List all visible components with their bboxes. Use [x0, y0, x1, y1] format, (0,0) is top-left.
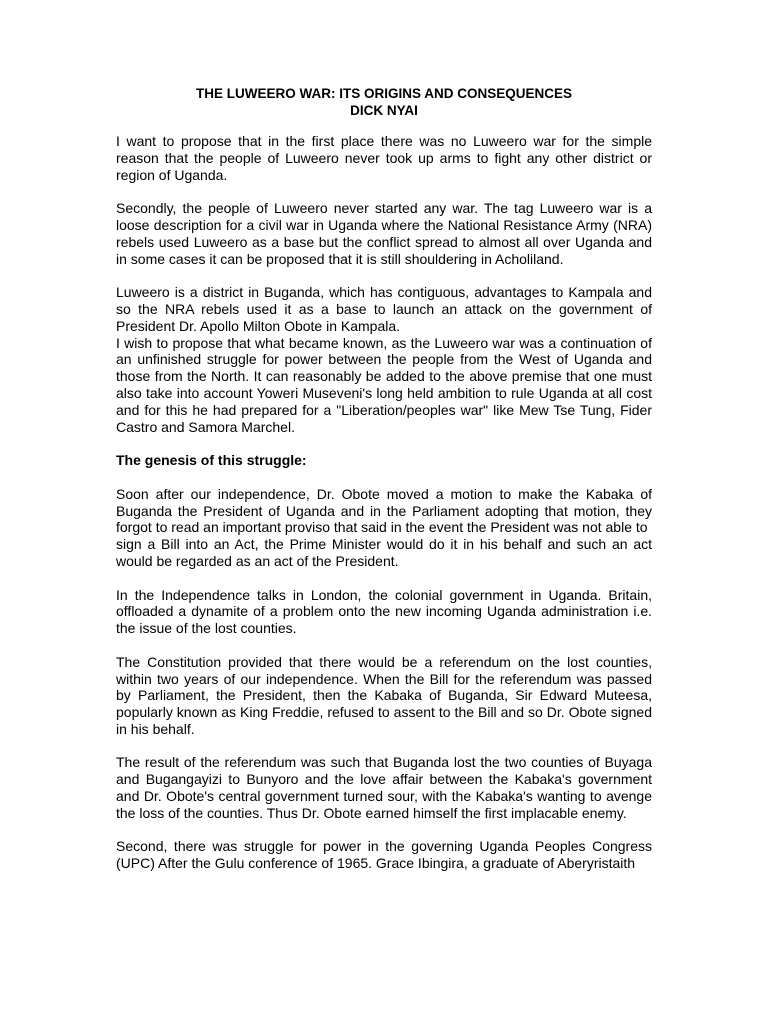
paragraph-4: I wish to propose that what became known, as the Luweero war was a continuation of an unfinished struggle for power between the people from the West of Uganda and those from the North. It can reasonably be added to the above premise that one must also take into account Yoweri Museveni's long held ambition to rule Uganda at all cost and for this he had prepared for a "Liberation/peoples war" like Mew Tse Tung, Fider Castro and Samora Marchel.	[116, 334, 652, 435]
section-heading: The genesis of this struggle:	[116, 452, 307, 469]
paragraph-genesis-part2: sign a Bill into an Act, the Prime Minister would do it in his behalf and such an act would be regarded as an act of the President.	[116, 536, 652, 569]
paragraph-3: Luweero is a district in Buganda, which has contiguous, advantages to Kampala and so the NRA rebels used it as a base to launch an attack on the government of President Dr. Apollo Milton Obote in Kampala.	[116, 284, 652, 334]
document-title: THE LUWEERO WAR: ITS ORIGINS AND CONSEQUENCES	[195, 86, 573, 101]
document-header	[116, 86, 652, 119]
paragraph-london-talks: In the Independence talks in London, the colonial government in Uganda. Britain, offloaded a dynamite of a problem onto the new incoming Uganda administration i.e. the issue of the lost counties.	[116, 586, 652, 637]
paragraph-referendum: The result of the referendum was such that Buganda lost the two counties of Buyaga and Bugangayizi to Bunyoro and the love affair between the Kabaka's government and Dr. Obote's central government turned sour, with the Kabaka's wanting to avenge the loss of the counties. Thus Dr. Obote earned himself the first implacable enemy.	[116, 754, 652, 821]
paragraph-constitution: The Constitution provided that there would be a referendum on the lost counties, within two years of our independence. When the Bill for the referendum was passed by Parliament, the President, then the Kabaka of Buganda, Sir Edward Muteesa, popularly known as King Freddie, refused to assent to the Bill and so Dr. Obote signed in his behalf.	[116, 653, 652, 737]
paragraph-genesis	[116, 486, 652, 570]
paragraph-upc-struggle: Second, there was struggle for power in the governing Uganda Peoples Congress (UPC) After the Gulu conference of 1965. Grace Ibingira, a graduate of Aberyristaith	[116, 838, 652, 872]
paragraph-2: Secondly, the people of Luweero never started any war. The tag Luweero war is a loose description for a civil war in Uganda where the National Resistance Army (NRA) rebels used Luweero as a base but the conflict spread to almost all over Uganda and in some cases it can be proposed that it is still shouldering in Acholiland.	[116, 200, 652, 267]
paragraph-genesis-part1: Soon after our independence, Dr. Obote moved a motion to make the Kabaka of Buganda the President of Uganda and in the Parliament adopting that motion, they forgot to read an important proviso that said in the event the President was not able to	[116, 485, 652, 536]
paragraph-1: I want to propose that in the first place there was no Luweero war for the simple reason that the people of Luweero never took up arms to fight any other district or region of Uganda.	[116, 133, 652, 183]
document-author: DICK NYAI	[350, 102, 418, 118]
